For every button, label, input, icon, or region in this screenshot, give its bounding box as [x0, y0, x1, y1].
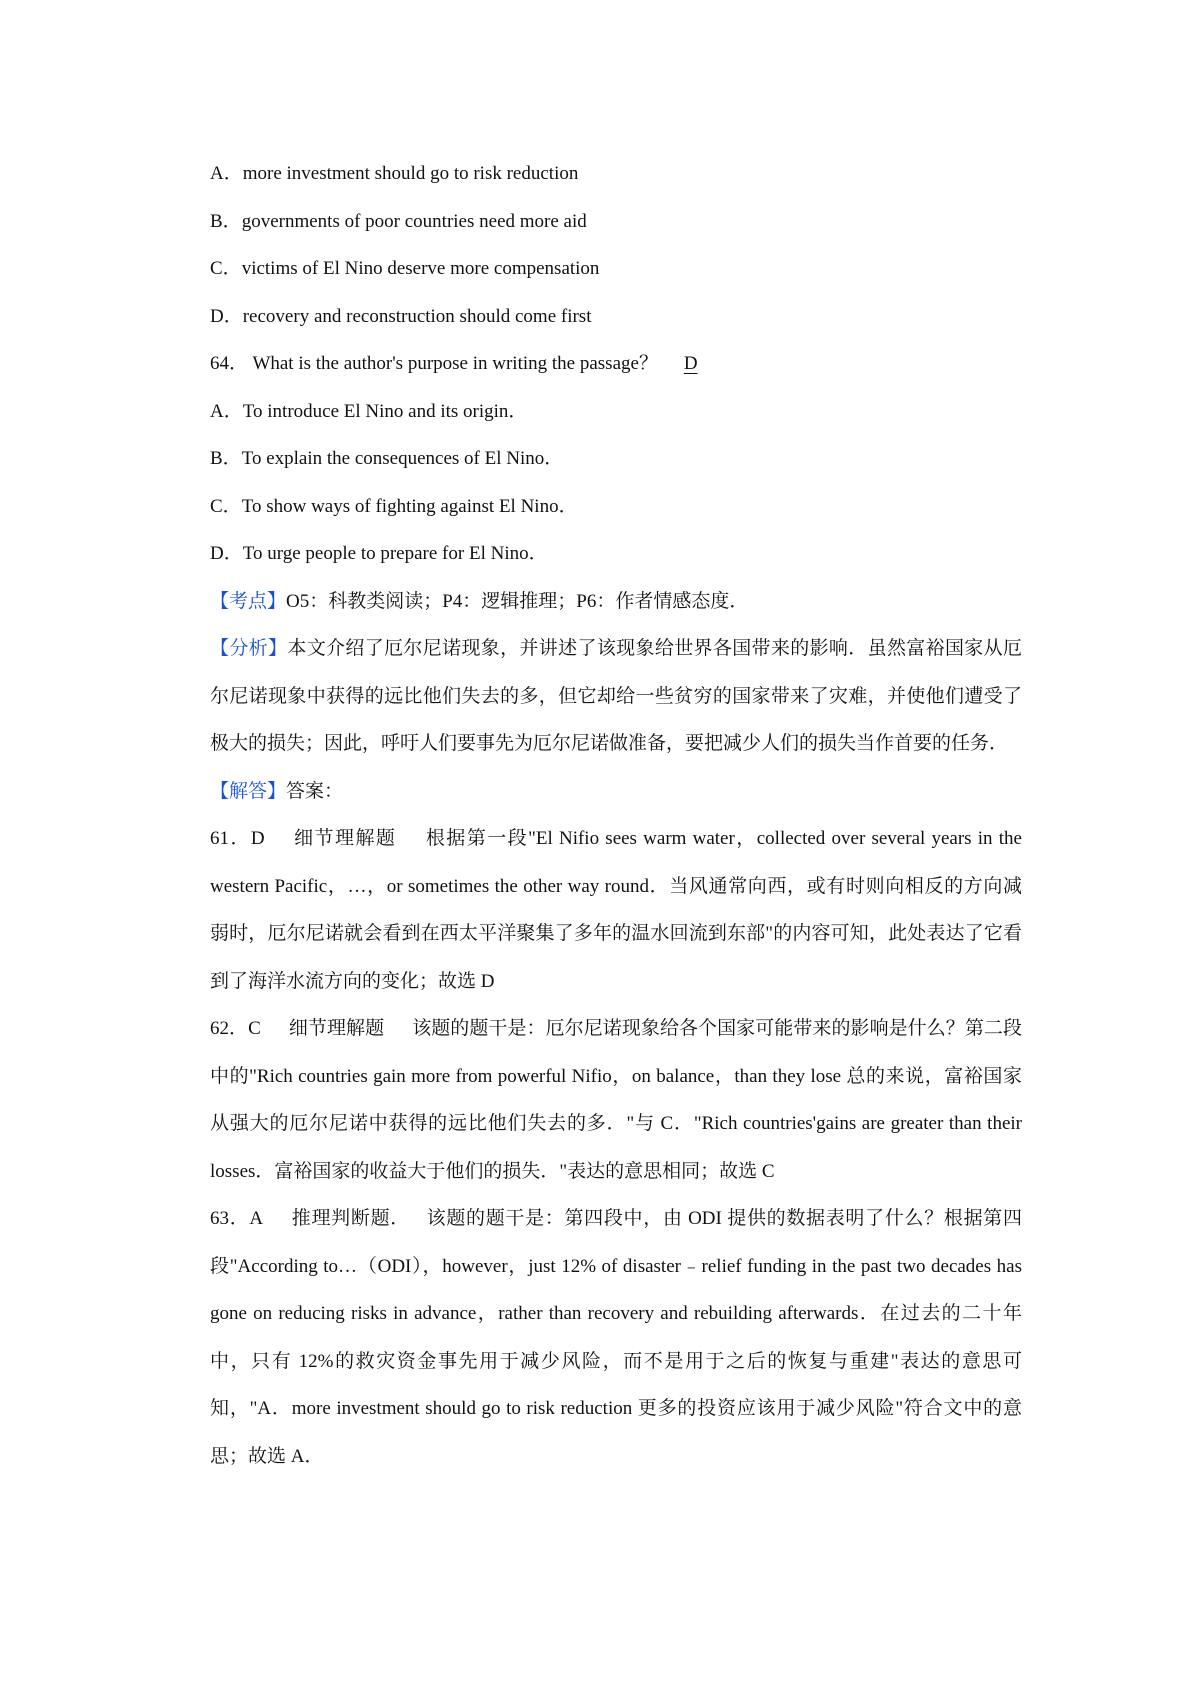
answer-blank: D	[683, 353, 698, 374]
option-text: victims of El Nino deserve more compensation	[241, 258, 600, 279]
jieda-section	[210, 768, 1022, 816]
answer-head: 61．D	[210, 828, 265, 849]
option-letter: B．	[210, 448, 242, 469]
answer-body: 该题的题干是：厄尔尼诺现象给各个国家可能带来的影响是什么？第二段中的"Rich countries gain more from powerful Nifio，on balance，than they lose 总的来说，富裕国家从强大的厄尔尼诺中获得的远比他们失去的多．"与 C．"Rich countries'gains are greater than their losses．富裕国家的收益大于他们的损失．"表达的意思相同；故选 C	[210, 1018, 1022, 1182]
fenxi-section	[210, 625, 1022, 768]
answer-body: 该题的题干是：第四段中，由 ODI 提供的数据表明了什么？根据第四段"According to…（ODI），however，just 12% of disaster﹣relief funding in the past two decades has gone on reducing risks in advance，rather than recovery and rebuilding afterwards．在过去的二十年中，只有 12%的救灾资金事先用于减少风险，而不是用于之后的恢复与重建"表达的意思可知，"A．more investment should go to risk reduction 更多的投资应该用于减少风险"符合文中的意思；故选 A．	[210, 1208, 1022, 1467]
answer-explanation	[210, 1005, 1022, 1195]
option-text: To introduce El Nino and its origin．	[242, 400, 528, 422]
option-letter: A．	[210, 163, 243, 184]
question-number: 64．	[210, 353, 249, 374]
option-text: To urge people to prepare for El Nino．	[242, 543, 548, 564]
option-line	[210, 435, 1022, 483]
option-line	[210, 530, 1022, 578]
kaodian-section	[210, 578, 1022, 626]
option-letter: D．	[210, 543, 243, 564]
option-text: To show ways of fighting against El Nino．	[241, 495, 578, 517]
document-page	[210, 150, 1022, 1480]
option-text: governments of poor countries need more aid	[241, 210, 587, 232]
option-line	[210, 388, 1022, 436]
option-line	[210, 293, 1022, 341]
option-text: To explain the consequences of El Nino．	[241, 448, 564, 469]
option-letter: A．	[210, 400, 243, 422]
option-text: recovery and reconstruction should come first	[242, 305, 592, 327]
answer-head: 63．A	[210, 1208, 264, 1229]
option-letter: B．	[210, 210, 242, 232]
fenxi-tag: 【分析】	[210, 638, 288, 659]
answer-type: 推理判断题．	[291, 1208, 410, 1229]
option-letter: C．	[210, 258, 242, 279]
answer-head: 62．C	[210, 1018, 261, 1039]
answer-body: 根据第一段"El Nifio sees warm water，collected over several years in the western Pacific，…，or sometimes the other way round．当风通常向西，或有时则向相反的方向减弱时，厄尔尼诺就会看到在西太平洋聚集了多年的温水回流到东部"的内容可知，此处表达了它看到了海洋水流方向的变化；故选 D	[210, 828, 1022, 992]
option-letter: D．	[210, 305, 243, 327]
answer-explanation	[210, 815, 1022, 1005]
kaodian-tag: 【考点】	[210, 590, 287, 612]
question-stem	[210, 340, 1022, 388]
option-line	[210, 483, 1022, 531]
option-line	[210, 150, 1022, 198]
option-letter: C．	[210, 495, 242, 517]
option-line	[210, 245, 1022, 293]
answer-explanation	[210, 1195, 1022, 1480]
jieda-tag: 【解答】	[210, 780, 287, 802]
option-text: more investment should go to risk reduction	[242, 163, 579, 184]
fenxi-text: 本文介绍了厄尔尼诺现象，并讲述了该现象给世界各国带来的影响．虽然富裕国家从厄尔尼诺现象中获得的远比他们失去的多，但它却给一些贫穷的国家带来了灾难，并使他们遭受了极大的损失；因此，呼吁人们要事先为厄尔尼诺做准备，要把减少人们的损失当作首要的任务．	[210, 638, 1022, 754]
jieda-text: 答案：	[286, 780, 344, 802]
kaodian-text: O5：科教类阅读；P4：逻辑推理；P6：作者情感态度．	[286, 590, 749, 612]
answer-type: 细节理解题	[288, 1018, 385, 1039]
option-line	[210, 198, 1022, 246]
question-text: What is the author's purpose in writing the passage？	[252, 353, 658, 374]
answer-type: 细节理解题	[292, 828, 397, 849]
